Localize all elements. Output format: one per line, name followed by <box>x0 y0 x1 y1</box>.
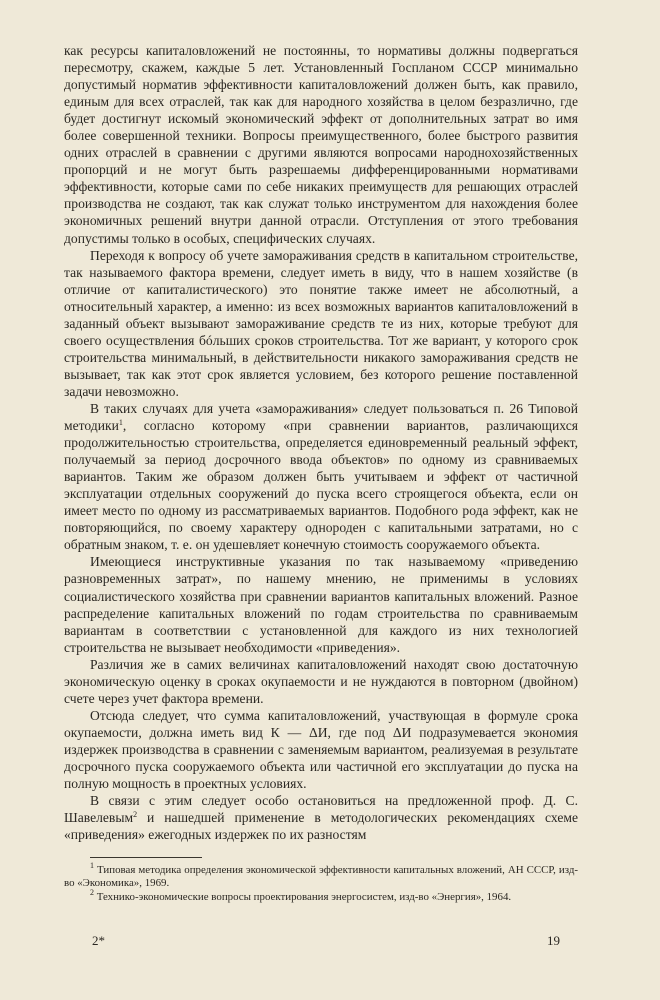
footnote-1 <box>64 861 578 890</box>
footnote-1-text: Типовая методика определения экономической эффективности капитальных вложений, АН СССР, изд-во «Экономика», 1969. <box>64 864 578 890</box>
paragraph-7-start: В связи с этим следует особо остановиться на предложенной проф. Д. С. Шавелевым <box>64 793 578 826</box>
footnote-ref-1: 1 <box>118 418 123 428</box>
footnote-2 <box>64 887 578 904</box>
paragraph-1: как ресурсы капиталовложений не постоянны, то нормативы должны подвергаться пересмотру, скажем, каждые 5 лет. Установленный Госпланом СССР минимально допустимый норматив эффективности капиталовложений должен быть, как правило, единым для всех отраслей, так как для народного хозяйства в целом безразлично, где будет достигнут искомый экономический эффект от дополнительных затрат во имя более совершенной техники. Вопросы преимущественного, более быстрого развития одних отраслей в сравнении с другими являются вопросами народнохозяйственных пропорций и не могут быть разрешаемы дифференцированными нормативами эффективности, которые сами по себе никаких преимуществ для решающих отраслей производства не создают, так как служат только инструментом для нахождения более экономичных решений внутри данной отрасли. Отступления от этого требования допустимы только в особых, специфических случаях. <box>64 43 578 246</box>
footnote-divider <box>90 857 202 858</box>
footnote-2-text: Технико-экономические вопросы проектирования энергосистем, изд-во «Энергия», 1964. <box>96 890 512 903</box>
footnote-ref-2: 2 <box>133 810 138 820</box>
footnote-marker-1: 1 <box>90 861 94 871</box>
footnotes <box>64 861 578 904</box>
paragraph-3 <box>64 400 578 553</box>
page-number: 19 <box>547 933 560 948</box>
body-text <box>64 42 578 843</box>
paragraph-3-start: В таких случаях для учета «замораживания» следует пользоваться п. 26 Типовой методики <box>64 400 578 434</box>
paragraph-4: Имеющиеся инструктивные указания по так называемому «приведению разновременных затрат», по нашему мнению, не применимы в условиях социалистического хозяйства при сравнении вариантов капитальных вложений. Разное распределение капитальных вложений по годам строительства по сравниваемым вариантам в соответствии с установленной для каждого из них технологией строительства не вызывает необходимости «приведения». <box>64 554 578 655</box>
paragraph-3-rest: , согласно которому «при сравнении вариантов, различающихся продолжительностью строительства, определяется единовременный реальный эффект, получаемый за период досрочного ввода объектов» по одному из сравниваемых вариантов. Таким же образом должен быть учитываем и эффект от частичной эксплуатации отдельных сооружений до пуска всего строящегося объекта, если он имеет место по одному из рассматриваемых вариантов. Подобного рода эффект, как не повторяющийся, по своему характеру однороден с капитальными затратами, но с обратным знаком, т. е. он удешевляет конечную стоимость сооружаемого объекта. <box>64 418 578 553</box>
paragraph-2: Переходя к вопросу об учете замораживания средств в капитальном строительстве, так называемого фактора времени, следует иметь в виду, что в нашем хозяйстве (в отличие от капиталистического) это понятие также имеет не абсолютный, а относительный характер, а именно: из всех возможных вариантов капиталовложений в заданный объект вызывают замораживание средств те из них, которые требуют для своего осуществления бóльших сроков строительства. Тот же вариант, у которого срок строительства минимальный, в действительности никакого замораживания средств не вызывает, так как этот срок является условием, без которого решение поставленной задачи невозможно. <box>64 247 578 399</box>
signature-mark: 2* <box>92 933 105 948</box>
footnote-marker-2: 2 <box>90 887 94 897</box>
paragraph-6: Отсюда следует, что сумма капиталовложений, участвующая в формуле срока окупаемости, должна иметь вид К — ΔИ, где под ΔИ подразумевается экономия издержек производства в сравнении с заменяемым вариантом, реализуемая в результате досрочного пуска сооружаемого объекта или частичной его эксплуатации до пуска на полную мощность в проектных условиях. <box>64 707 578 792</box>
page-footer <box>92 933 560 949</box>
paragraph-5: Различия же в самих величинах капиталовложений находят свою достаточную экономическую оценку в сроках окупаемости и не нуждаются в повторном (двойном) счете через учет фактора времени. <box>64 656 578 706</box>
paragraph-7-rest: и нашедшей применение в методологических рекомендациях схеме «приведения» ежегодных издержек по их разностям <box>64 810 578 843</box>
paragraph-7 <box>64 792 578 843</box>
